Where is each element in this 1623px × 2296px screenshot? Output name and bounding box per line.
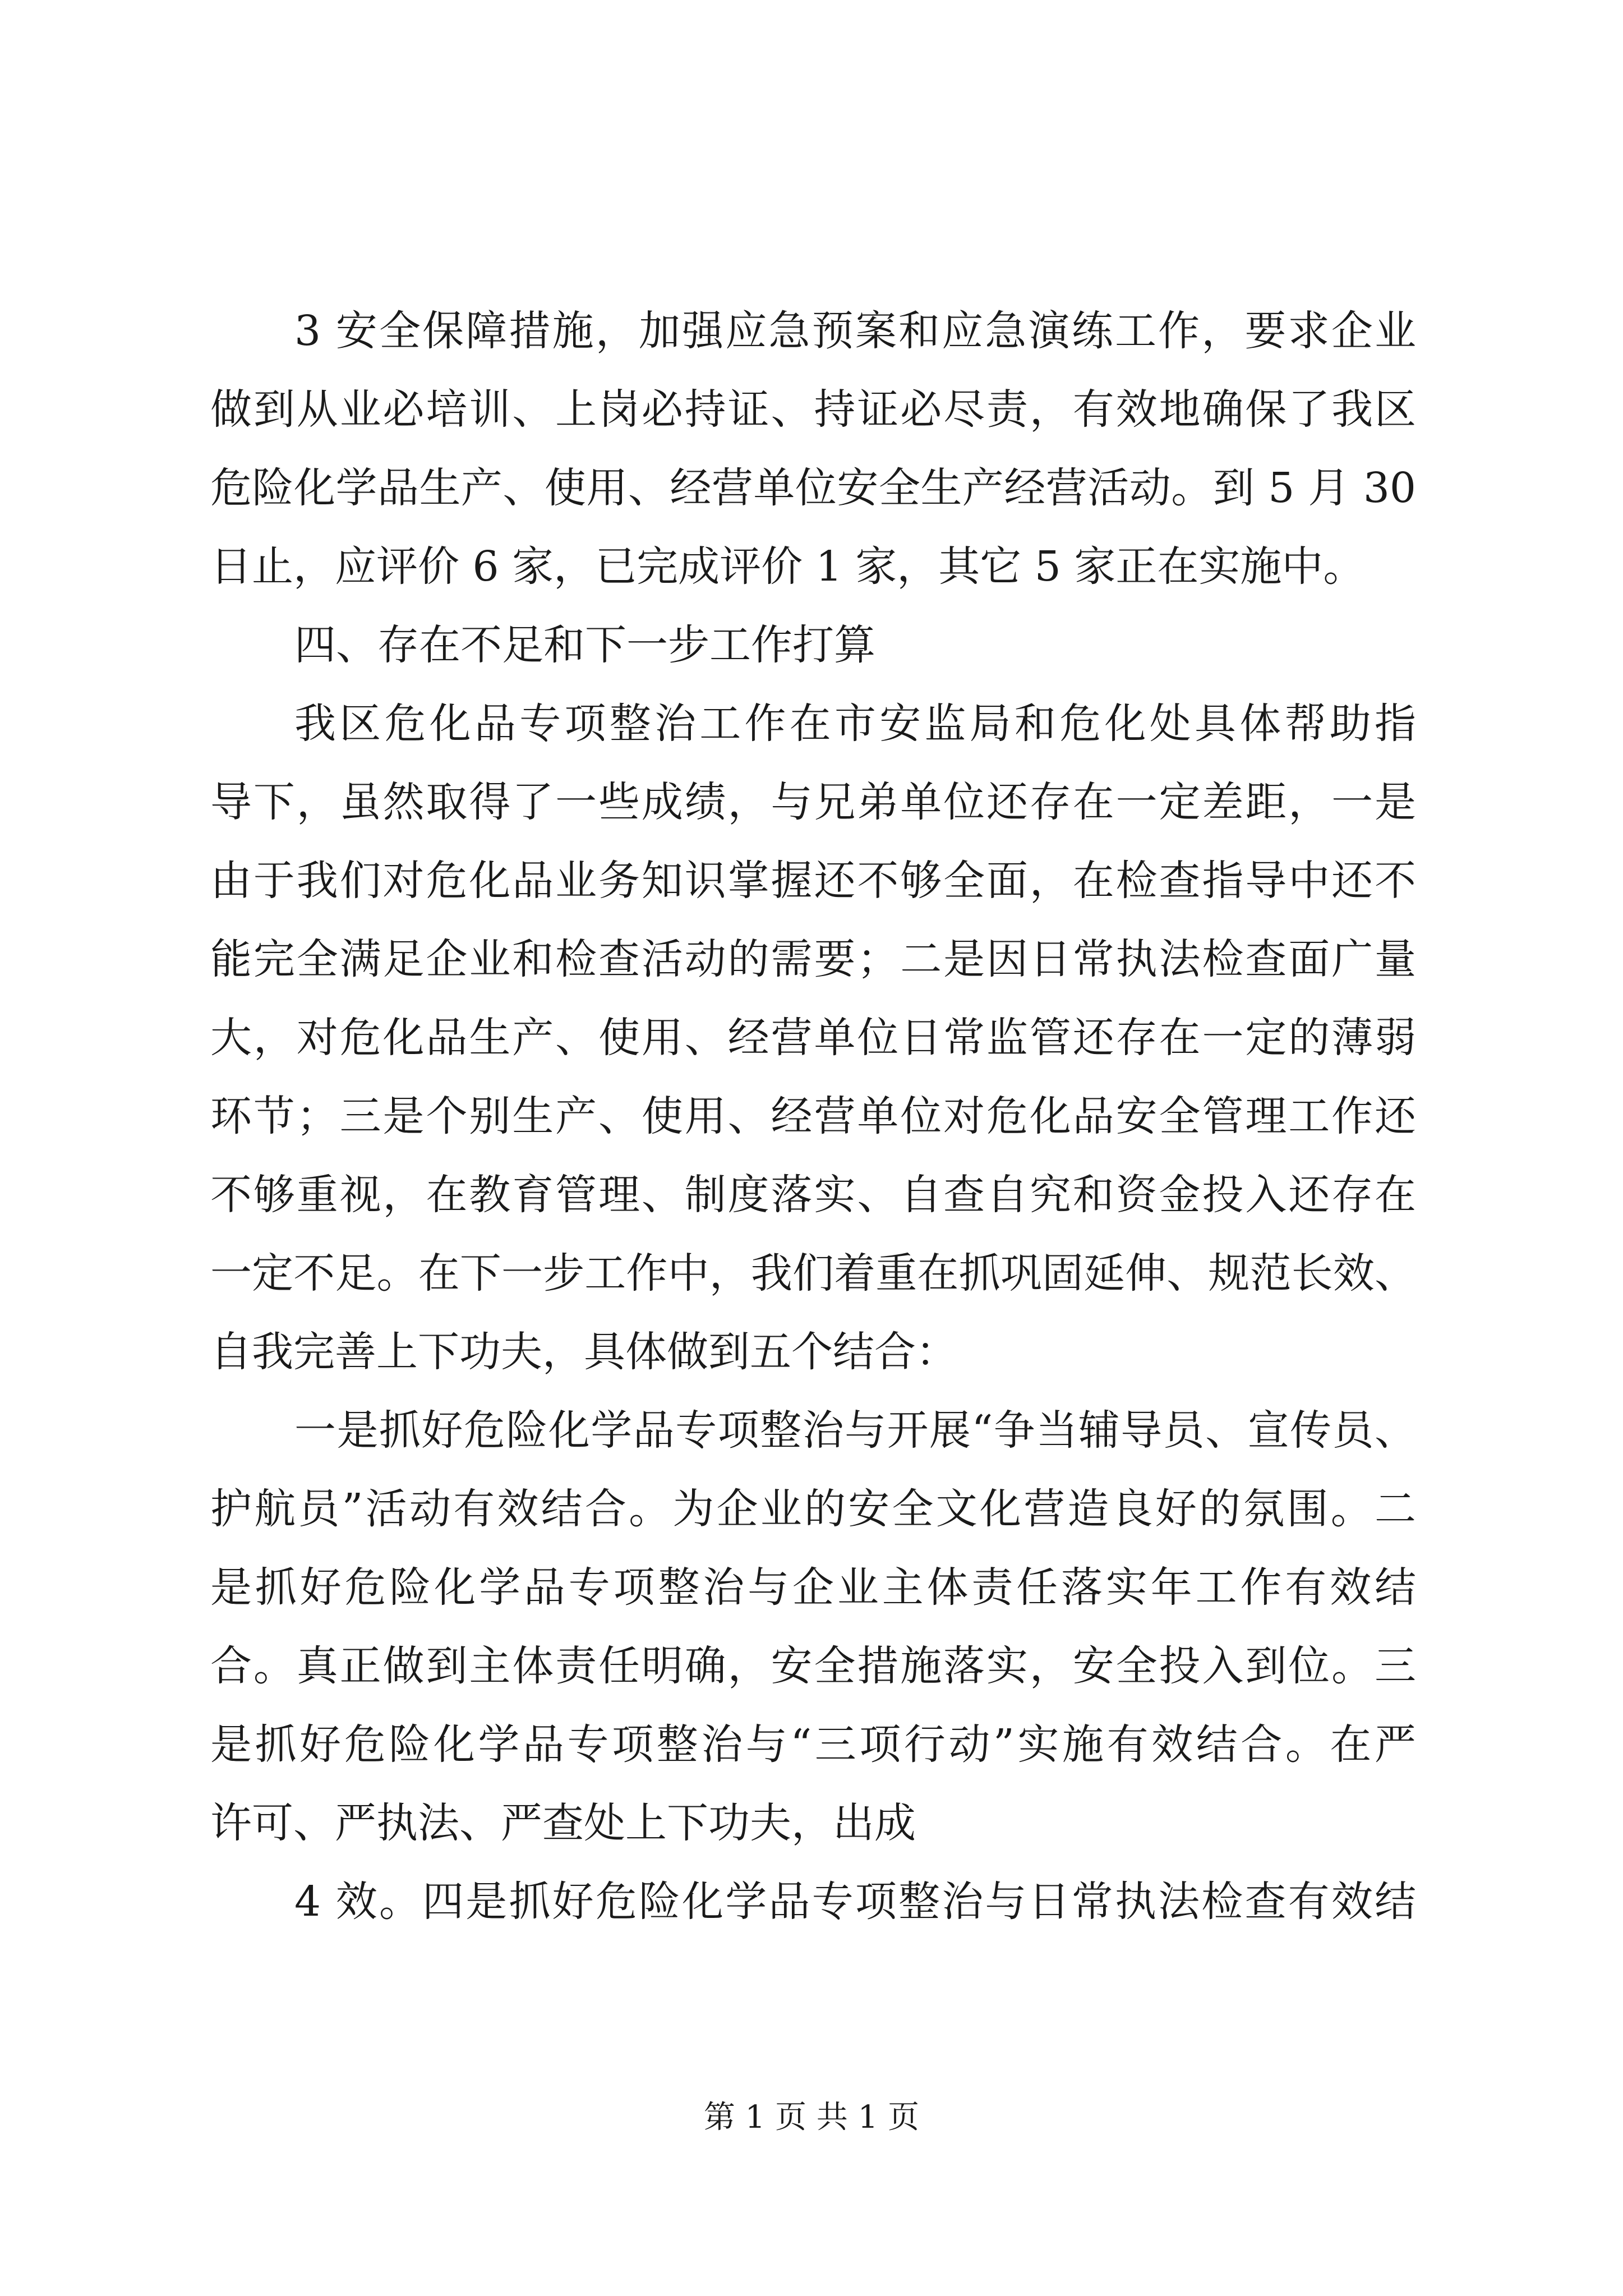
text-line: 导下，虽然取得了一些成绩，与兄弟单位还存在一定差距，一是 xyxy=(210,778,1416,826)
text-line: 大，对危化品生产、使用、经营单位日常监管还存在一定的薄弱 xyxy=(210,1014,1416,1062)
text-line: 护航员”活动有效结合。为企业的安全文化营造良好的氛围。二 xyxy=(210,1485,1416,1533)
text-line: 由于我们对危化品业务知识掌握还不够全面，在检查指导中还不 xyxy=(210,857,1416,905)
text-line: 合。真正做到主体责任明确，安全措施落实，安全投入到位。三 xyxy=(210,1642,1416,1690)
document-body xyxy=(210,292,1416,1941)
text-line: 做到从业必培训、上岗必持证、持证必尽责，有效地确保了我区 xyxy=(210,385,1416,434)
text-line: 能完全满足企业和检查活动的需要；二是因日常执法检查面广量 xyxy=(210,935,1416,983)
text-line: 4 效。四是抓好危险化学品专项整治与日常执法检查有效结 xyxy=(294,1878,1416,1926)
text-line: 是抓好危险化学品专项整治与“三项行动”实施有效结合。在严 xyxy=(210,1720,1416,1769)
text-line: 一是抓好危险化学品专项整治与开展“争当辅导员、宣传员、 xyxy=(294,1406,1416,1455)
text-line: 一定不足。在下一步工作中，我们着重在抓巩固延伸、规范长效、 xyxy=(210,1249,1416,1297)
text-line: 是抓好危险化学品专项整治与企业主体责任落实年工作有效结 xyxy=(210,1563,1416,1612)
text-line: 自我完善上下功夫，具体做到五个结合： xyxy=(210,1328,957,1376)
section-heading: 四、存在不足和下一步工作打算 xyxy=(294,621,875,669)
text-line: 我区危化品专项整治工作在市安监局和危化处具体帮助指 xyxy=(294,700,1416,748)
text-line: 危险化学品生产、使用、经营单位安全生产经营活动。到 5 月 30 xyxy=(210,464,1416,512)
text-line: 环节；三是个别生产、使用、经营单位对危化品安全管理工作还 xyxy=(210,1092,1416,1140)
page-footer: 第 1 页 共 1 页 xyxy=(703,2099,920,2136)
text-line: 日止，应评价 6 家，已完成评价 1 家，其它 5 家正在实施中。 xyxy=(210,542,1365,591)
text-line: 不够重视，在教育管理、制度落实、自查自究和资金投入还存在 xyxy=(210,1171,1416,1219)
text-line: 许可、严执法、严查处上下功夫，出成 xyxy=(210,1799,916,1847)
text-line: 3 安全保障措施，加强应急预案和应急演练工作，要求企业 xyxy=(294,307,1416,355)
